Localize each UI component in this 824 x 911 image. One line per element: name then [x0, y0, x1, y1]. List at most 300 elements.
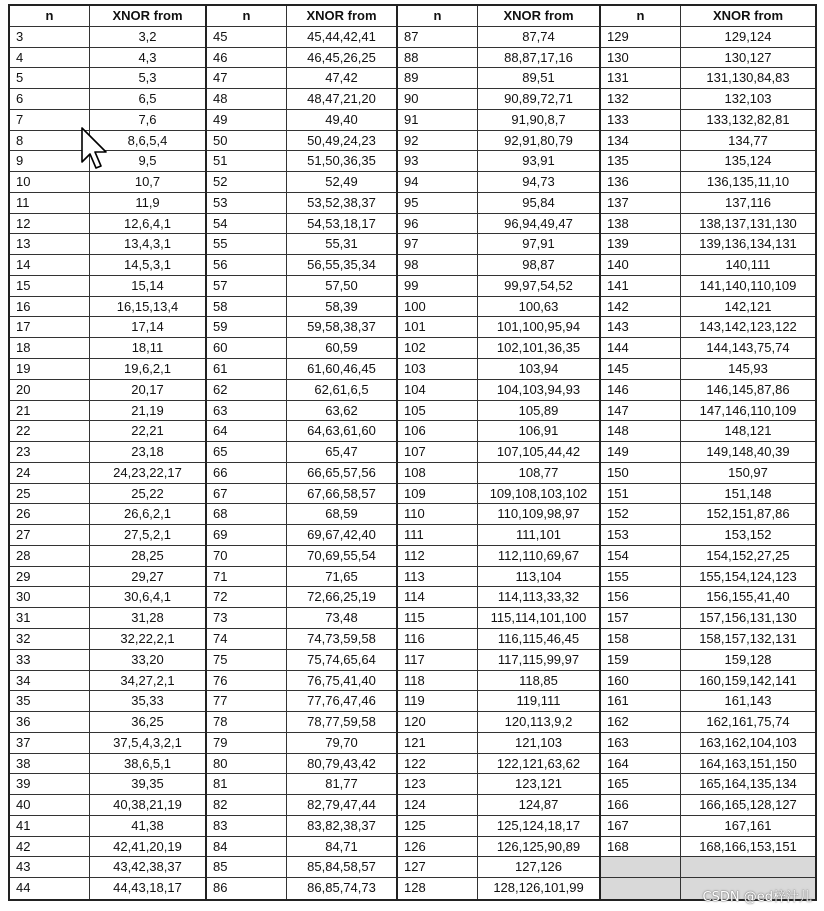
- table-row: [207, 567, 396, 588]
- xnor-cell: 44,43,18,17: [113, 880, 182, 896]
- table-row: [398, 837, 599, 858]
- xnor-cell: 32,22,2,1: [120, 630, 175, 646]
- xnor-cell: 22,21: [131, 423, 164, 439]
- xnor-cell: 114,113,33,32: [497, 589, 580, 605]
- xnor-cell: 104,103,94,93: [496, 381, 581, 397]
- xnor-cell: 148,121: [724, 423, 772, 439]
- n-cell: 75: [207, 650, 287, 670]
- xnor-cell: 89,51: [522, 70, 555, 86]
- xnor-cell: 102,101,36,35: [496, 340, 581, 356]
- table-row: [398, 816, 599, 837]
- table-row: [207, 733, 396, 754]
- n-cell: 141: [601, 276, 681, 296]
- header-n: n: [601, 6, 681, 26]
- table-row: [601, 795, 815, 816]
- table-row: [601, 89, 815, 110]
- table-row: [207, 110, 396, 131]
- xnor-cell: 164,163,151,150: [699, 755, 797, 771]
- xnor-cell: 81,77: [325, 776, 358, 792]
- xnor-cell: 157,156,131,130: [699, 610, 797, 626]
- xnor-cell: 154,152,27,25: [706, 547, 790, 563]
- n-cell: 127: [398, 857, 478, 877]
- header-xnor-from: XNOR from: [712, 8, 784, 23]
- table-row: [601, 442, 815, 463]
- empty-cell: [601, 857, 681, 877]
- n-cell: 24: [10, 463, 90, 483]
- table-row: [10, 837, 205, 858]
- n-cell: 129: [601, 27, 681, 47]
- n-cell: 19: [10, 359, 90, 379]
- n-cell: 49: [207, 110, 287, 130]
- xnor-cell: 85,84,58,57: [307, 859, 376, 875]
- n-cell: 106: [398, 421, 478, 441]
- n-cell: 72: [207, 587, 287, 607]
- table-row: [10, 89, 205, 110]
- table-row: [601, 68, 815, 89]
- xnor-cell: 59,58,38,37: [307, 319, 376, 335]
- header-row: [398, 6, 599, 27]
- xnor-cell: 166,165,128,127: [699, 797, 797, 813]
- table-row: [207, 608, 396, 629]
- table-row: [10, 297, 205, 318]
- table-row: [207, 691, 396, 712]
- xnor-cell: 121,103: [515, 734, 562, 750]
- table-row: [10, 712, 205, 733]
- n-cell: 108: [398, 463, 478, 483]
- table-row: [10, 484, 205, 505]
- xnor-cell: 108,77: [518, 464, 559, 480]
- xnor-cell: 136,135,11,10: [706, 174, 790, 190]
- n-cell: 143: [601, 317, 681, 337]
- table-row: [601, 421, 815, 442]
- n-cell: 116: [398, 629, 478, 649]
- n-cell: 96: [398, 214, 478, 234]
- xnor-cell: 160,159,142,141: [699, 672, 797, 688]
- xnor-cell: 25,22: [131, 485, 164, 501]
- table-row: [398, 89, 599, 110]
- xnor-cell: 16,15,13,4: [116, 298, 179, 314]
- table-row: [10, 504, 205, 525]
- xnor-cell: 28,25: [131, 547, 164, 563]
- n-cell: 67: [207, 484, 287, 504]
- table-row: [10, 48, 205, 69]
- n-cell: 103: [398, 359, 478, 379]
- xnor-cell: 92,91,80,79: [504, 132, 573, 148]
- table-row: [398, 567, 599, 588]
- xnor-cell: 37,5,4,3,2,1: [113, 734, 182, 750]
- n-cell: 163: [601, 733, 681, 753]
- table-row: [398, 504, 599, 525]
- xnor-cell: 88,87,17,16: [504, 49, 573, 65]
- n-cell: 18: [10, 338, 90, 358]
- table-row: [601, 234, 815, 255]
- xnor-cell: 9,5: [138, 153, 157, 169]
- header-n: n: [398, 6, 478, 26]
- xnor-cell: 162,161,75,74: [706, 714, 790, 730]
- table-row: [398, 317, 599, 338]
- n-cell: 7: [10, 110, 90, 130]
- xnor-cell: 151,148: [724, 485, 772, 501]
- n-cell: 86: [207, 878, 287, 899]
- xnor-cell: 123,121: [515, 776, 562, 792]
- xnor-cell: 54,53,18,17: [307, 215, 376, 231]
- xnor-cell: 120,113,9,2: [504, 714, 573, 730]
- xnor-cell: 122,121,63,62: [496, 755, 581, 771]
- table-row: [398, 151, 599, 172]
- n-cell: 23: [10, 442, 90, 462]
- n-cell: 37: [10, 733, 90, 753]
- xnor-cell: 86,85,74,73: [307, 880, 376, 896]
- n-cell: 166: [601, 795, 681, 815]
- xnor-cell: 82,79,47,44: [307, 797, 376, 813]
- n-cell: 146: [601, 380, 681, 400]
- table-row: [601, 48, 815, 69]
- table-row: [10, 172, 205, 193]
- table-row: [10, 795, 205, 816]
- table-row: [10, 234, 205, 255]
- table-row: [398, 546, 599, 567]
- table-row: [10, 442, 205, 463]
- xnor-cell: 110,109,98,97: [497, 506, 580, 522]
- table-row: [398, 276, 599, 297]
- table-row: [207, 338, 396, 359]
- xnor-cell: 52,49: [325, 174, 358, 190]
- n-cell: 167: [601, 816, 681, 836]
- n-cell: 58: [207, 297, 287, 317]
- n-cell: 99: [398, 276, 478, 296]
- n-cell: 62: [207, 380, 287, 400]
- xnor-cell: 147,146,110,109: [699, 402, 797, 418]
- xnor-cell: 4,3: [138, 49, 157, 65]
- n-cell: 109: [398, 484, 478, 504]
- table-row: [601, 567, 815, 588]
- n-cell: 130: [601, 48, 681, 68]
- n-cell: 56: [207, 255, 287, 275]
- n-cell: 74: [207, 629, 287, 649]
- xnor-cell: 15,14: [131, 277, 164, 293]
- xnor-cell: 165,164,135,134: [699, 776, 797, 792]
- xnor-cell: 20,17: [131, 381, 164, 397]
- n-cell: 47: [207, 68, 287, 88]
- n-cell: 20: [10, 380, 90, 400]
- table-row: [601, 276, 815, 297]
- xnor-cell: 71,65: [325, 568, 358, 584]
- table-row: [601, 837, 815, 858]
- n-cell: 107: [398, 442, 478, 462]
- n-cell: 152: [601, 504, 681, 524]
- xnor-cell: 73,48: [325, 610, 358, 626]
- header-xnor-from: XNOR from: [503, 8, 574, 23]
- table-row: [207, 671, 396, 692]
- n-cell: 70: [207, 546, 287, 566]
- n-cell: 137: [601, 193, 681, 213]
- n-cell: 154: [601, 546, 681, 566]
- header-row: [10, 6, 205, 27]
- table-row: [207, 48, 396, 69]
- xnor-cell: 112,110,69,67: [497, 547, 580, 563]
- table-row: [207, 795, 396, 816]
- xnor-cell: 57,50: [325, 277, 358, 293]
- xnor-cell: 167,161: [724, 817, 772, 833]
- n-cell: 61: [207, 359, 287, 379]
- table-row: [10, 525, 205, 546]
- n-cell: 78: [207, 712, 287, 732]
- xnor-cell: 107,105,44,42: [496, 444, 581, 460]
- table-row: [601, 255, 815, 276]
- n-cell: 22: [10, 421, 90, 441]
- xnor-cell: 101,100,95,94: [496, 319, 581, 335]
- n-cell: 80: [207, 754, 287, 774]
- xnor-cell: 36,25: [131, 714, 164, 730]
- xnor-cell: 17,14: [131, 319, 164, 335]
- xnor-cell: 106,91: [518, 423, 559, 439]
- xnor-cell: 12,6,4,1: [124, 215, 171, 231]
- n-cell: 64: [207, 421, 287, 441]
- n-cell: 101: [398, 317, 478, 337]
- table-row: [601, 359, 815, 380]
- n-cell: 17: [10, 317, 90, 337]
- table-row: [398, 629, 599, 650]
- table-row: [207, 172, 396, 193]
- n-cell: 134: [601, 131, 681, 151]
- xnor-cell: 78,77,59,58: [307, 714, 376, 730]
- n-cell: 94: [398, 172, 478, 192]
- n-cell: 159: [601, 650, 681, 670]
- xnor-cell: 80,79,43,42: [307, 755, 376, 771]
- n-cell: 10: [10, 172, 90, 192]
- table-row: [207, 587, 396, 608]
- n-cell: 138: [601, 214, 681, 234]
- n-cell: 100: [398, 297, 478, 317]
- xnor-cell: 144,143,75,74: [706, 340, 790, 356]
- xnor-cell: 126,125,90,89: [496, 838, 581, 854]
- xnor-cell: 35,33: [131, 693, 164, 709]
- n-cell: 59: [207, 317, 287, 337]
- xnor-cell: 23,18: [131, 444, 164, 460]
- watermark: CSDN @ed梓汁儿: [702, 890, 812, 905]
- n-cell: 51: [207, 151, 287, 171]
- n-cell: 149: [601, 442, 681, 462]
- n-cell: 115: [398, 608, 478, 628]
- table-row: [10, 214, 205, 235]
- table-row: [207, 754, 396, 775]
- n-cell: 121: [398, 733, 478, 753]
- table-row: [10, 567, 205, 588]
- n-cell: 160: [601, 671, 681, 691]
- n-cell: 48: [207, 89, 287, 109]
- n-cell: 13: [10, 234, 90, 254]
- n-cell: 39: [10, 774, 90, 794]
- xnor-cell: 116,115,46,45: [497, 630, 580, 646]
- table-row: [207, 857, 396, 878]
- xnor-cell: 155,154,124,123: [699, 568, 797, 584]
- xnor-cell: 26,6,2,1: [124, 506, 171, 522]
- table-row: [207, 525, 396, 546]
- n-cell: 6: [10, 89, 90, 109]
- table-row: [207, 214, 396, 235]
- xnor-cell: 103,94: [518, 361, 559, 377]
- table-row: [398, 712, 599, 733]
- n-cell: 133: [601, 110, 681, 130]
- table-row: [398, 401, 599, 422]
- table-row: [398, 774, 599, 795]
- xnor-cell: 42,41,20,19: [113, 838, 182, 854]
- xnor-cell: 133,132,82,81: [706, 111, 790, 127]
- xnor-cell: 33,20: [131, 651, 164, 667]
- n-cell: 111: [398, 525, 478, 545]
- empty-cell: [681, 857, 815, 877]
- n-cell: 34: [10, 671, 90, 691]
- table-row: [10, 878, 205, 899]
- table-row: [398, 234, 599, 255]
- table-row: [398, 421, 599, 442]
- xnor-cell: 58,39: [325, 298, 358, 314]
- xnor-cell: 115,114,101,100: [490, 610, 587, 626]
- xnor-cell: 13,4,3,1: [124, 236, 171, 252]
- table-row: [398, 48, 599, 69]
- n-cell: 110: [398, 504, 478, 524]
- xnor-cell: 93,91: [522, 153, 555, 169]
- n-cell: 12: [10, 214, 90, 234]
- n-cell: 25: [10, 484, 90, 504]
- xnor-cell: 19,6,2,1: [124, 361, 171, 377]
- n-cell: 122: [398, 754, 478, 774]
- xnor-cell: 3,2: [138, 28, 157, 44]
- column-block-4: [601, 6, 815, 899]
- table-row: [398, 442, 599, 463]
- n-cell: 68: [207, 504, 287, 524]
- xnor-cell: 143,142,123,122: [699, 319, 797, 335]
- table-row: [10, 463, 205, 484]
- n-cell: 114: [398, 587, 478, 607]
- xnor-cell: 150,97: [728, 464, 768, 480]
- table-row: [207, 712, 396, 733]
- xnor-cell: 152,151,87,86: [706, 506, 790, 522]
- table-row: [398, 359, 599, 380]
- table-row: [207, 421, 396, 442]
- table-row: [10, 193, 205, 214]
- xnor-cell: 60,59: [325, 340, 358, 356]
- header-xnor-from: XNOR from: [306, 8, 377, 23]
- n-cell: 124: [398, 795, 478, 815]
- n-cell: 158: [601, 629, 681, 649]
- table-row: [398, 68, 599, 89]
- n-cell: 54: [207, 214, 287, 234]
- xnor-cell: 163,162,104,103: [699, 734, 797, 750]
- xnor-cell: 43,42,38,37: [113, 859, 182, 875]
- n-cell: 112: [398, 546, 478, 566]
- xnor-cell: 34,27,2,1: [120, 672, 175, 688]
- table-row: [207, 151, 396, 172]
- n-cell: 27: [10, 525, 90, 545]
- n-cell: 97: [398, 234, 478, 254]
- xnor-cell: 66,65,57,56: [307, 464, 376, 480]
- xnor-cell: 45,44,42,41: [307, 28, 376, 44]
- table-row: [207, 463, 396, 484]
- table-row: [601, 525, 815, 546]
- n-cell: 77: [207, 691, 287, 711]
- table-row: [207, 297, 396, 318]
- table-row: [398, 857, 599, 878]
- n-cell: 26: [10, 504, 90, 524]
- table-row: [601, 338, 815, 359]
- xnor-cell: 127,126: [515, 859, 562, 875]
- n-cell: 131: [601, 68, 681, 88]
- table-row: [398, 878, 599, 899]
- n-cell: 21: [10, 401, 90, 421]
- table-row: [601, 691, 815, 712]
- table-row: [207, 837, 396, 858]
- n-cell: 83: [207, 816, 287, 836]
- n-cell: 36: [10, 712, 90, 732]
- xnor-cell: 41,38: [131, 817, 164, 833]
- table-row: [398, 338, 599, 359]
- table-row: [601, 151, 815, 172]
- xnor-cell: 18,11: [131, 340, 164, 356]
- n-cell: 148: [601, 421, 681, 441]
- n-cell: 155: [601, 567, 681, 587]
- table-row: [207, 380, 396, 401]
- n-cell: 84: [207, 837, 287, 857]
- xnor-cell: 65,47: [325, 444, 358, 460]
- xnor-cell: 5,3: [138, 70, 157, 86]
- xnor-cell: 47,42: [325, 70, 358, 86]
- n-cell: 156: [601, 587, 681, 607]
- xnor-cell: 31,28: [131, 610, 164, 626]
- table-row: [601, 504, 815, 525]
- xnor-cell: 83,82,38,37: [307, 817, 376, 833]
- table-row: [601, 629, 815, 650]
- table-row: [398, 172, 599, 193]
- xnor-cell: 161,143: [724, 693, 772, 709]
- xnor-cell: 139,136,134,131: [699, 236, 797, 252]
- table-row: [207, 234, 396, 255]
- n-cell: 93: [398, 151, 478, 171]
- xnor-taps-table: [8, 4, 817, 901]
- n-cell: 98: [398, 255, 478, 275]
- xnor-cell: 84,71: [325, 838, 358, 854]
- n-cell: 123: [398, 774, 478, 794]
- xnor-cell: 77,76,47,46: [307, 693, 376, 709]
- table-row: [10, 338, 205, 359]
- xnor-cell: 130,127: [724, 49, 772, 65]
- table-row: [398, 650, 599, 671]
- xnor-cell: 7,6: [138, 111, 157, 127]
- xnor-cell: 64,63,61,60: [307, 423, 376, 439]
- table-row: [10, 733, 205, 754]
- table-row: [207, 359, 396, 380]
- table-row: [207, 193, 396, 214]
- xnor-cell: 158,157,132,131: [699, 630, 797, 646]
- xnor-cell: 109,108,103,102: [489, 485, 588, 501]
- n-cell: 165: [601, 774, 681, 794]
- n-cell: 145: [601, 359, 681, 379]
- n-cell: 46: [207, 48, 287, 68]
- n-cell: 102: [398, 338, 478, 358]
- n-cell: 164: [601, 754, 681, 774]
- n-cell: 157: [601, 608, 681, 628]
- n-cell: 31: [10, 608, 90, 628]
- mouse-pointer-icon: [80, 126, 110, 172]
- table-row: [10, 359, 205, 380]
- table-row: [601, 131, 815, 152]
- xnor-cell: 27,5,2,1: [124, 527, 171, 543]
- table-row: [601, 608, 815, 629]
- n-cell: 15: [10, 276, 90, 296]
- n-cell: 52: [207, 172, 287, 192]
- table-row: [601, 172, 815, 193]
- table-row: [398, 297, 599, 318]
